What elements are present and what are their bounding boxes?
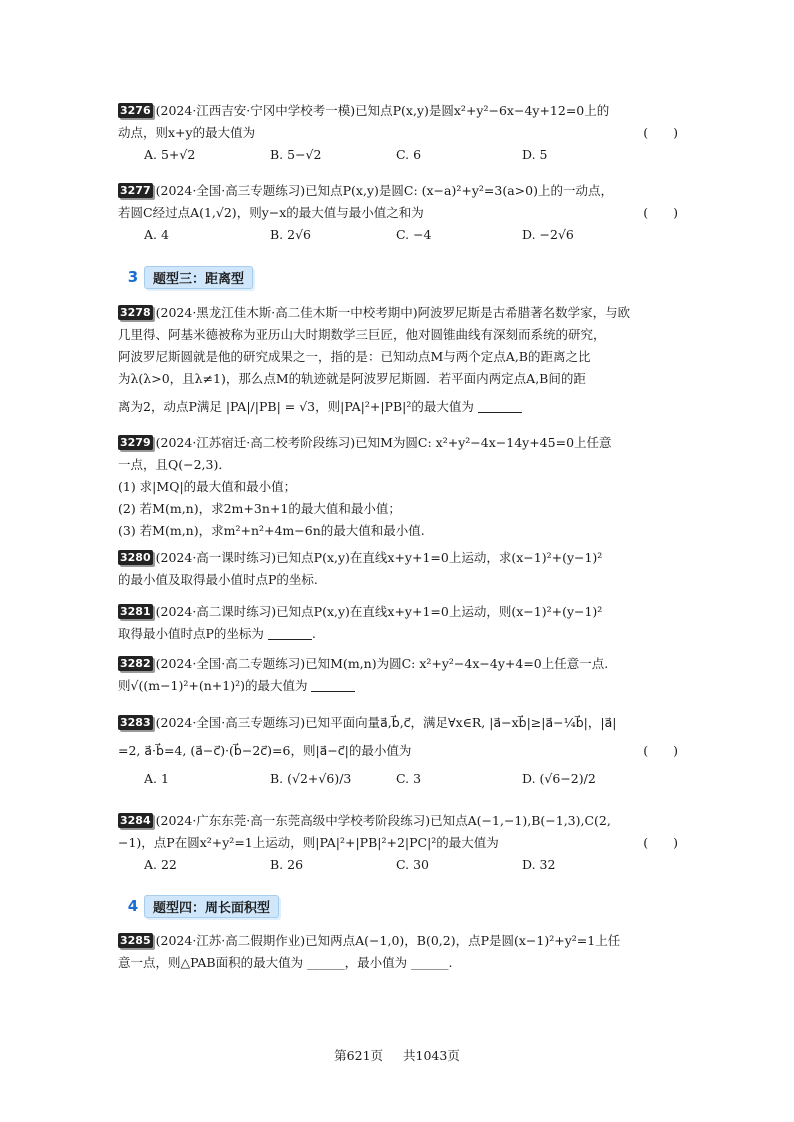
section-title: 题型三：距离型 <box>144 266 253 289</box>
option-c: C. −4 <box>396 227 432 242</box>
problem-text: (2024·江西吉安·宁冈中学校考一模)已知点P(x,y)是圆x²+y²−6x−4y+12=0上的 <box>155 103 610 118</box>
problem-number: 3285 <box>120 934 151 947</box>
page-number: 第621页 <box>334 1048 384 1063</box>
sub-question-3: (3) 若M(m,n)，求m²+n²+4m−6n的最大值和最小值. <box>118 523 425 538</box>
options <box>144 224 678 246</box>
problem-text: 取得最小值时点P的坐标为 <box>118 626 264 641</box>
problem-number: 3284 <box>120 814 151 827</box>
page-footer <box>0 1046 794 1064</box>
problem-number: 3283 <box>120 716 151 729</box>
problem-number: 3276 <box>120 104 151 117</box>
problem-text: (2024·黑龙江佳木斯·高二佳木斯一中校考期中)阿波罗尼斯是古希腊著名数学家，与欧 <box>155 305 631 320</box>
answer-paren: ( ) <box>643 835 678 850</box>
answer-blank <box>478 398 522 413</box>
problem-text: (2024·高一课时练习)已知点P(x,y)在直线x+y+1=0上运动，求(x−1)²+(y−1)² <box>155 550 603 565</box>
section-number: 4 <box>127 897 139 915</box>
problem-3284 <box>118 810 678 876</box>
option-b: B. 2√6 <box>270 227 312 242</box>
problem-text: (2024·全国·高三专题练习)已知平面向量a⃗,b⃗,c⃗，满足∀x∈R, |a⃗−xb⃗|≥|a⃗−¼b⃗|，|a⃗| <box>155 715 617 730</box>
problem-text: 离为2，动点P满足 |PA|/|PB| = √3，则|PA|²+|PB|²的最大值为 <box>118 399 474 414</box>
problem-text: 一点，且Q(−2,3)． <box>118 457 231 472</box>
options <box>144 144 678 166</box>
options <box>144 854 678 876</box>
section-number: 3 <box>127 268 139 286</box>
problem-text: 若圆C经过点A(1,√2)，则y−x的最大值与最小值之和为 <box>118 205 424 220</box>
problem-3283 <box>118 712 678 790</box>
problem-text: =2, a⃗·b⃗=4, (a⃗−c⃗)·(b⃗−2c⃗)=6，则|a⃗−c⃗|的最小值为 <box>118 743 412 758</box>
option-b: B. 5−√2 <box>270 147 322 162</box>
option-a: A. 4 <box>144 227 169 242</box>
problem-text: (2024·广东东莞·高一东莞高级中学校考阶段练习)已知点A(−1,−1),B(−1,3),C(2, <box>155 813 611 828</box>
problem-number: 3277 <box>120 184 151 197</box>
problem-number: 3279 <box>120 436 151 449</box>
option-c: C. 3 <box>396 771 422 786</box>
problem-text: 则√((m−1)²+(n+1)²)的最大值为 <box>118 678 308 693</box>
problem-number: 3281 <box>120 605 151 618</box>
section-heading-3 <box>122 265 253 289</box>
option-d: D. (√6−2)/2 <box>522 771 596 786</box>
problem-text: 为λ(λ>0，且λ≠1)，那么点M的轨迹就是阿波罗尼斯圆．若平面内两定点A,B间的距 <box>118 371 586 386</box>
problem-3280 <box>118 547 678 591</box>
problem-number: 3280 <box>120 551 151 564</box>
answer-blank <box>311 677 355 692</box>
answer-paren: ( ) <box>643 125 678 140</box>
section-heading-4 <box>122 894 279 918</box>
problem-3285 <box>118 930 678 974</box>
problem-number: 3278 <box>120 306 151 319</box>
problem-3277 <box>118 180 678 246</box>
problem-number: 3282 <box>120 657 151 670</box>
problem-3279 <box>118 432 678 542</box>
option-a: A. 22 <box>144 857 177 872</box>
answer-blank <box>268 625 312 640</box>
problem-text: −1)，点P在圆x²+y²=1上运动，则|PA|²+|PB|²+2|PC|²的最大值为 <box>118 835 499 850</box>
problem-text: (2024·江苏·高二假期作业)已知两点A(−1,0)，B(0,2)，点P是圆(x−1)²+y²=1上任 <box>155 933 621 948</box>
problem-3282 <box>118 653 678 697</box>
answer-paren: ( ) <box>643 743 678 758</box>
problem-text: (2024·全国·高二专题练习)已知M(m,n)为圆C: x²+y²−4x−4y+4=0上任意一点. <box>155 656 609 671</box>
option-d: D. 5 <box>522 147 548 162</box>
option-c: C. 6 <box>396 147 422 162</box>
sub-question-1: (1) 求|MQ|的最大值和最小值； <box>118 479 297 494</box>
option-a: A. 5+√2 <box>144 147 196 162</box>
option-d: D. 32 <box>522 857 556 872</box>
problem-text: 意一点，则△PAB面积的最大值为 ______，最小值为 ______. <box>118 955 453 970</box>
option-a: A. 1 <box>144 771 169 786</box>
problem-3276 <box>118 100 678 166</box>
page-total: 共1043页 <box>403 1048 460 1063</box>
problem-text: 几里得、阿基米德被称为亚历山大时期数学三巨匠，他对圆锥曲线有深刻而系统的研究， <box>118 327 606 342</box>
problem-text: (2024·江苏宿迁·高二校考阶段练习)已知M为圆C: x²+y²−4x−14y+45=0上任意 <box>155 435 612 450</box>
section-title: 题型四：周长面积型 <box>144 895 279 918</box>
problem-3278 <box>118 302 678 418</box>
options <box>144 768 678 790</box>
problem-text: 的最小值及取得最小值时点P的坐标. <box>118 572 318 587</box>
problem-text: 动点，则x+y的最大值为 <box>118 125 256 140</box>
problem-text: (2024·高二课时练习)已知点P(x,y)在直线x+y+1=0上运动，则(x−1)²+(y−1)² <box>155 604 603 619</box>
answer-paren: ( ) <box>643 205 678 220</box>
option-d: D. −2√6 <box>522 227 574 242</box>
problem-text: 阿波罗尼斯圆就是他的研究成果之一，指的是：已知动点M与两个定点A,B的距离之比 <box>118 349 591 364</box>
sub-question-2: (2) 若M(m,n)，求2m+3n+1的最大值和最小值； <box>118 501 401 516</box>
problem-text: (2024·全国·高三专题练习)已知点P(x,y)是圆C: (x−a)²+y²=3(a>0)上的一动点， <box>155 183 613 198</box>
option-b: B. (√2+√6)/3 <box>270 771 352 786</box>
option-c: C. 30 <box>396 857 429 872</box>
problem-3281: 3281 (2024·高二课时练习)已知点P(x,y)在直线x+y+1=0上运动，则(x−1)²+(y−1)² 取得最小值时点P的坐标为 . <box>118 604 603 641</box>
option-b: B. 26 <box>270 857 304 872</box>
